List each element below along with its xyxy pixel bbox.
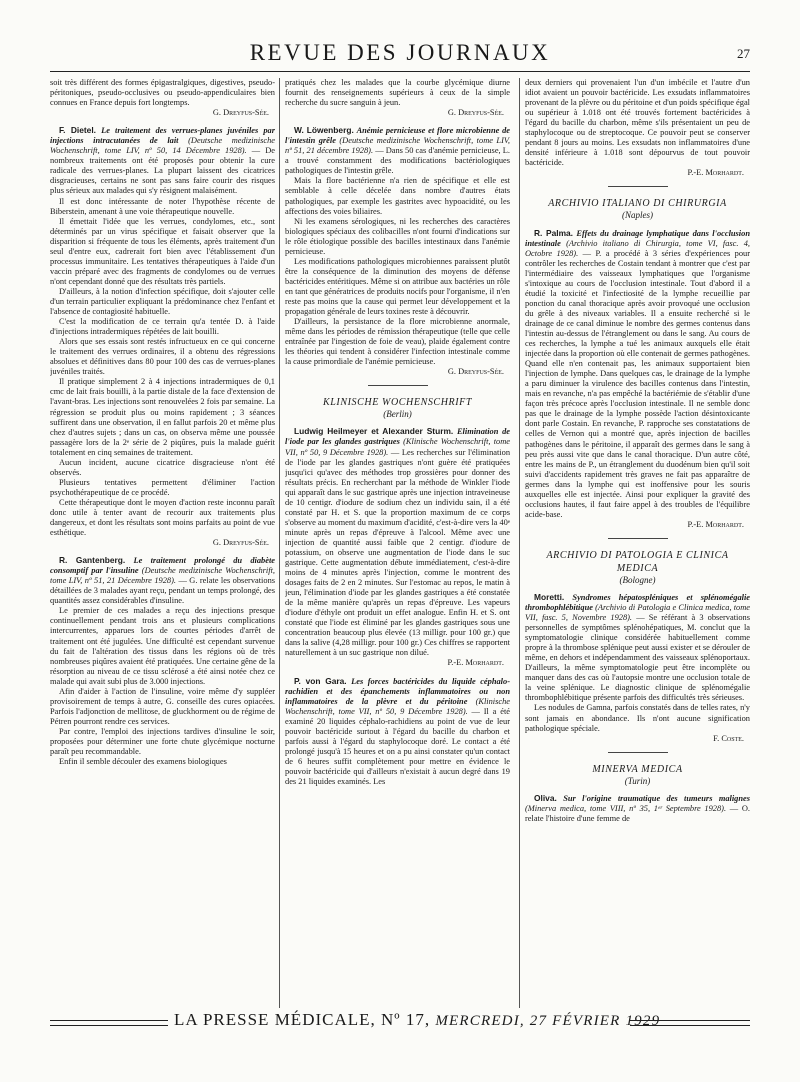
paragraph: Par contre, l'emploi des injections tardives d'insuline le soir, proposées pour déterminer une forte chute glycémique nocturne paraît peu recommandable. bbox=[50, 726, 275, 757]
paragraph: — G. relate les observations détaillées de 3 malades ayant reçu, pendant un temps prolongé, des quantités assez considérables d'insuline. bbox=[50, 576, 275, 606]
paragraph: C'est la modification de ce terrain qu'a tentée D. à l'aide d'injections intradermiques répétées de lait bouilli. bbox=[50, 317, 275, 337]
article-von-gara bbox=[285, 676, 510, 788]
article-title: Sur l'origine traumatique des tumeurs malignes bbox=[563, 793, 750, 803]
article-source: (Deutsche medizinische Wochenschrift, tome LIV, nº 51, 21 Décembre 1928). bbox=[50, 566, 275, 586]
article-source: (Deutsche medizinische Wochenschrift, tome LIV, nº 50, 14 Décembre 1928). bbox=[50, 136, 275, 156]
paragraph: — P. a procédé à 3 séries d'expériences pour contrôler les recherches de Costain tendant à montrer que c'est par l'intermédiaire des vaisseaux lymphatiques que l'organisme s'intoxique au cours de l'occlusion intestinale. Tout d'abord il a étudié la toxicité et l'infectiosité de la lymphe recueillie par ponction du canal thoracique après avoir provoqué une occlusion du grêle à des niveaux variables. Il a ensuite recherché si le drainage de ce canal diminue le nombre des germes contenus dans l'intestin au-dessus de l'étranglement ou dans le sang. Au cours de ces recherches, la lymphe a tué les animaux auxquels elle était injectée dans la proportion où elle contenait de germes pathogènes. Quand elle n'en contenait pas, les animaux supportaient bien l'injection de lymphe. Dans quelques cas, le drainage de la lymphe a paru diminuer la virulence des bacilles contenus dans l'intestin, mais en revanche, n'a pas empêché la bactériémie de s'établir d'une façon très précoce après l'occlusion intestinale. Il ne semble donc pas que le drainage de la lymphe possède l'action désintoxicante dont parle Costain. En revanche, P. rapproche ses constatations de celles de Vernon qui a montré que, après injection de bacilles pathogènes dans le péritoine, il apparaît des germes dans le sang à peu près aussi vite que dans le canal thoracique. D'un autre côté, entre les mains de P., un étranglement du duodénum bien qu'il soit suivi d'accidents rapidement très graves ne fait pas apparaître de germes dans la lymphe qui est inoffensive pour les souris auxquelles elle est injectée. Ainsi pour expliquer la gravité des occlusions hautes, il faut faire appel à des troubles de l'équilibre acide-base. bbox=[525, 248, 750, 519]
article-title: Elimination de l'iode par les glandes gastriques bbox=[285, 427, 510, 447]
signature: F. Coste. bbox=[713, 733, 744, 743]
article-heading bbox=[285, 426, 510, 658]
paragraph: soit très différent des formes épigastralgiques, digestives, pseudo-péritoniques, pseudo-occlusives ou pseudo-appendiculaires bien connues en France depuis fort longtemps. bbox=[50, 78, 275, 108]
journal-city: (Berlin) bbox=[383, 409, 412, 420]
article-oliva bbox=[525, 793, 750, 824]
article-title: Anémie pernicieuse et flore microbienne de l'intestin grêle bbox=[285, 126, 510, 146]
paragraph: Il pratique simplement 2 à 4 injections intradermiques de 0,1 cmc de lait frais bouilli, à la partie distale de la face d'extension de l'avant-bras. Les injections sont renouvelées 2 fois par semaine. La régression se produit plus ou moins rapidement ; 3 séances suffirent dans une observation, il en fallut parfois 20 et même plus chez d'autres sujets ; dans un cas, on observa même une poussée passagère lors de la 2ᵉ série de 2 piqûres, puis la malade guérit totalement en cinq semaines de traitement. bbox=[50, 377, 275, 457]
running-title: REVUE DES JOURNAUX bbox=[249, 40, 551, 65]
signature: G. Dreyfus-Sée. bbox=[212, 538, 269, 548]
article-continuation bbox=[525, 78, 750, 178]
footer-rule bbox=[630, 1020, 750, 1026]
paragraph: Plusieurs tentatives permettent d'éliminer l'action psychothérapeutique de ce procédé. bbox=[50, 477, 275, 497]
signature: P.-E. Morhardt. bbox=[687, 519, 744, 529]
journal-heading: MINERVA MEDICA bbox=[592, 763, 683, 775]
header-rule bbox=[50, 71, 750, 72]
paragraph: — Dans 50 cas d'anémie pernicieuse, L. a trouvé constamment des modifications bactériologiques pathologiques de l'intestin grêle. bbox=[285, 146, 510, 176]
paragraph: Les nodules de Gamna, parfois constatés dans de telles rates, n'y sont jamais en abondance. Ils n'ont aucune signification pathologique spéciale. bbox=[525, 703, 750, 733]
article-source: (Deutsche medizinische Wochenschrift, tome LIV, nº 51, 21 décembre 1928). bbox=[285, 136, 510, 156]
section-rule bbox=[368, 385, 428, 386]
article-dietel bbox=[50, 125, 275, 548]
journal-city: (Turin) bbox=[624, 775, 651, 786]
article-author: R. Gantenberg. bbox=[59, 555, 126, 566]
section-rule bbox=[608, 538, 668, 539]
signature: G. Dreyfus-Sée. bbox=[447, 108, 504, 118]
paragraph: Les modifications pathologiques microbiennes paraissent plutôt être la conséquence de la diminution des moyens de défense bactéricides entéritiques. Même si on attribue aux bactéries un rôle en tant que génératrices de produits nocifs pour l'organisme, il n'en reste pas moins que la cause qui permet leur développement et la propagation générale de leurs toxines reste à découvrir. bbox=[285, 256, 510, 317]
signature: G. Dreyfus-Sée. bbox=[212, 108, 269, 118]
paragraph: Cette thérapeutique dont le moyen d'action reste inconnu paraît donc utile à tenter avant de recourir aux traitements plus dangereux, et dont les résultats sont moins parfaits au point de vue esthétique. bbox=[50, 497, 275, 538]
paragraph: Le premier de ces malades a reçu des injections presque continuellement pendant trois ans et plusieurs complications intercurrentes, apparues lors de courtes périodes d'arrêt de traitement ont été jugulées. Une difficulté est cependant survenue du fait de l'altération des tissus dans les régions où de très nombreuses piqûres avaient été pratiquées. Une certaine gêne de la résorption au niveau de ce tissu sclérosé a été ainsi notée chez ce malade qui avait subi plus de 3.000 injections. bbox=[50, 606, 275, 686]
publication-name: LA PRESSE MÉDICALE, Nº 17, bbox=[174, 1010, 431, 1029]
article-heilmeyer-sturm bbox=[285, 426, 510, 668]
article-source: (Archivio italiano di Chirurgia, tome VI, fasc. 4, Octobre 1928). bbox=[525, 238, 750, 258]
paragraph: — Les recherches sur l'élimination de l'iode par les glandes gastriques n'ont guère été pratiquées jusqu'ici qu'avec des méthodes trop grossières pour donner des résultats précis. En recherchant par la méthode de Winkler l'iode qui apparaît dans le suc gastrique après une injection intraveineuse de 10 centigr. d'iodure de sodium chez un individu sain, il a été constaté par H. et S. que la proportion maximum de ce corps s'observe au moment du maximum d'acidité, c'est-à-dire vers la 40ᵉ minute après un repas d'épreuve à l'alcool. Même avec une injection de quantité aussi faible que 2 centigr. d'iodure de potassium, on observe une augmentation de l'iode dans le suc gastrique. Cette augmentation débute immédiatement, c'est-à-dire moins de 4 minutes après l'injection, comme le montrent des dosages faits de 2 en 2 minutes. Sur l'estomac au repos, le matin à jeun, l'élimination d'iode par les glandes gastriques a été constatée de la même manière qu'après un repas d'épreuve. Les vapeurs d'iodure d'éthyle ont produit un effet analogue. Enfin H. et S. ont constaté que l'iode est éliminé par les glandes gastriques sous une concentration beaucoup plus élevée (13 milligr. pour 100 gr.) que dans la salive (4,28 milligr. pour 100 gr.) Ces chiffres se rapportent naturellement à un suc gastrique non dilué. bbox=[285, 447, 510, 658]
article-title: Syndromes hépatospléniques et splénomégalie thrombophlébitique bbox=[525, 592, 750, 613]
article-heading bbox=[525, 592, 750, 704]
column-3 bbox=[525, 78, 750, 1008]
page-footer bbox=[50, 1010, 750, 1040]
article-moretti bbox=[525, 592, 750, 744]
article-author: P. von Gara. bbox=[294, 675, 347, 686]
article-title: Effets du drainage lymphatique dans l'occlusion intestinale bbox=[525, 228, 750, 248]
article-heading bbox=[285, 676, 510, 788]
column-separator bbox=[279, 78, 280, 1008]
column-1 bbox=[50, 78, 275, 1008]
paragraph: D'ailleurs, la persistance de la flore microbienne anormale, même dans les périodes de rémission thérapeutique (telle que celle entraînée par l'ingestion de foie de veau), plaide également contre les théories qui tendent à considérer l'infection intestinale comme la cause primordiale de l'anémie pernicieuse. bbox=[285, 317, 510, 367]
footer-text bbox=[174, 1010, 661, 1030]
paragraph: Afin d'aider à l'action de l'insuline, voire même d'y suppléer provisoirement de temps à autre, G. conseille des cures opiacées. Parfois l'adjonction de mellitose, de gluckhorment ou de régime de Pétren pourront rendre ces services. bbox=[50, 686, 275, 726]
article-heading bbox=[50, 125, 275, 196]
article-source: (Klinische Wochenschrift, tome VII, nº 50, 9 Décembre 1928). bbox=[285, 437, 510, 457]
column-2 bbox=[285, 78, 510, 1008]
article-heading bbox=[525, 793, 750, 824]
article-author: Moretti. bbox=[534, 591, 565, 602]
signature: G. Dreyfus-Sée. bbox=[447, 367, 504, 377]
paragraph: Mais la flore bactérienne n'a rien de spécifique et elle est semblable à celle décelée dans nombre d'autres états pathologiques, par exemple les gastrites avec hypoacidité, ou les affections des voies biliaires. bbox=[285, 176, 510, 216]
journal-heading: ARCHIVIO DI PATOLOGIA E CLINICA MEDICA bbox=[546, 549, 729, 574]
signature: P.-E. Morhardt. bbox=[447, 658, 504, 668]
journal-city: (Bologne) bbox=[619, 574, 656, 585]
issue-date: MERCREDI, 27 FÉVRIER 1929 bbox=[435, 1013, 661, 1029]
journal-city: (Naples) bbox=[622, 210, 653, 221]
article-lowenberg bbox=[285, 125, 510, 377]
article-continuation bbox=[285, 78, 510, 118]
paragraph: — Se référant à 3 observations personnelles de symptômes splénohépatiques, M. conclut que la symptomatologie clinique considérée habituellement comme propre à la thrombose splénique peut aussi exister et se dérouler de même, en dehors et indépendamment des vaisseaux splénoportaux. D'ailleurs, la même symptomatologie peut être incomplète ou manquer dans des cas où l'autopsie montre une occlusion totale de la veine splénique. Le diagnostic clinique de splénomégalie thrombophlébitique présente parfois des difficultés très sérieuses. bbox=[525, 613, 750, 703]
paragraph: Il est donc intéressante de noter l'hypothèse récente de Biberstein, amenant à une voie thérapeutique nouvelle. bbox=[50, 196, 275, 216]
paragraph: Alors que ses essais sont restés infructueux en ce qui concerne le traitement des verrues ordinaires, il a obtenu des régressions absolues et définitives dans 80 pour 100 des cas de verrues-planes juvéniles traités. bbox=[50, 337, 275, 377]
article-author: Ludwig Heilmeyer et Alexander Sturm. bbox=[294, 426, 454, 437]
section-rule bbox=[608, 752, 668, 753]
article-author: Oliva. bbox=[534, 792, 557, 803]
footer-rule bbox=[50, 1020, 168, 1026]
paragraph: — Il a été examiné 20 liquides céphalo-rachidiens au point de vue de leur pouvoir bactéricide surtout à l'égard du bacille du charbon et parfois aussi à l'égard du staphylocoque doré. Le contact a été prolongé jusqu'à 15 heures et on a pu ainsi constater qu'un contact de 6 heures suffit complètement pour mettre en évidence le pouvoir bactéricide qui d'ailleurs n'existait à aucun degré dans 19 des 21 liquides examinés. Les bbox=[285, 706, 510, 786]
article-title: Le traitement des verrues-planes juvéniles par injections intracutanées de lait bbox=[50, 126, 275, 146]
paragraph: — O. relate l'histoire d'une femme de bbox=[525, 803, 750, 823]
page-number: 27 bbox=[737, 46, 750, 61]
article-gantenberg bbox=[50, 555, 275, 767]
journal-heading: ARCHIVIO ITALIANO DI CHIRURGIA bbox=[548, 198, 727, 210]
article-author: R. Palma. bbox=[534, 227, 573, 238]
article-continuation bbox=[50, 78, 275, 118]
section-rule bbox=[608, 186, 668, 187]
article-title: Les forces bactéricides du liquide céphalo-rachidien et des épanchements inflammatoires ou non inflammatoires de la plèvre et du péritoine bbox=[285, 676, 510, 706]
paragraph: D'ailleurs, à la notion d'infection spécifique, doit s'ajouter celle d'un terrain particulier expliquant la prédominance chez l'enfant et l'absence de contagiosité habituelle. bbox=[50, 286, 275, 317]
paragraph: deux derniers qui provenaient l'un d'un imbécile et l'autre d'un idiot avaient un pouvoir bactéricide. Les exsudats inflammatoires provenant de la plèvre ou du péritoine et d'un poids spécifique égal ou supérieur à 1.018 ont été trouvés fortement bactéricides à l'égard du bacille du charbon, même s'ils présentaient un peu de staphylocoque ou de streptocoque. Ce pouvoir peut se conserver pendant 8 jours au moins. Les exsudats non inflammatoires d'une densité inférieure à 1.018 sont dépourvus de tout pouvoir bactéricide. bbox=[525, 78, 750, 168]
column-separator bbox=[519, 78, 520, 1008]
article-source: (Archivio di Patologia e Clinica medica, tome VII, fasc. 5, Novembre 1928). bbox=[525, 603, 750, 623]
page-header bbox=[50, 38, 750, 72]
article-title: Le traitement prolongé du diabète consomptif par l'insuline bbox=[50, 556, 275, 576]
paragraph: pratiqués chez les malades que la courbe glycémique diurne fournit des renseignements supérieurs à ceux de la simple recherche du sucre sanguin à jeun. bbox=[285, 78, 510, 108]
signature: P.-E. Morhardt. bbox=[687, 168, 744, 178]
article-source: (Klinische Wochenschrift, tome VII, nº 50, 9 Décembre 1928). bbox=[285, 696, 510, 716]
article-palma bbox=[525, 228, 750, 530]
article-author: F. Dietel. bbox=[59, 125, 96, 136]
article-source: (Minerva medica, tome VIII, nº 35, 1ᵉʳ Septembre 1928). bbox=[525, 803, 727, 813]
paragraph: Ni les examens sérologiques, ni les recherches des caractères biologiques spéciaux des colibacilles n'ont fourni d'indications sur le rôle étiologique possible des bacilles intestinaux dans l'anémie pernicieuse. bbox=[285, 216, 510, 256]
paragraph: — De nombreux traitements ont été proposés pour obtenir la cure radicale des verrues-planes. La plupart laissent des cicatrices disgracieuses, certains ne sont pas sans faire courir des risques plus sérieux aux malades qui s'y résignent malaisément. bbox=[50, 146, 275, 196]
article-heading bbox=[50, 555, 275, 606]
article-heading bbox=[285, 125, 510, 176]
paragraph: Aucun incident, aucune cicatrice disgracieuse n'ont été observés. bbox=[50, 457, 275, 477]
journal-heading: KLINISCHE WOCHENSCHRIFT bbox=[322, 397, 473, 409]
paragraph: Il émettait l'idée que les verrues, condylomes, etc., sont déterminés par un virus spécifique et faisait observer que la disparition si fréquente de tous les éléments, après traitement d'un seul d'entre eux, cadrerait fort bien avec l'établissement d'un processus immunitaire. Les tentatives thérapeutiques à l'aide d'un vaccin préparé avec des fragments de condylomes ou de verrues n'ont cependant donné que des résultats très partiels. bbox=[50, 216, 275, 286]
paragraph: Enfin il semble découler des examens biologiques bbox=[59, 757, 227, 767]
article-heading bbox=[525, 228, 750, 520]
article-author: W. Löwenberg. bbox=[294, 125, 354, 136]
